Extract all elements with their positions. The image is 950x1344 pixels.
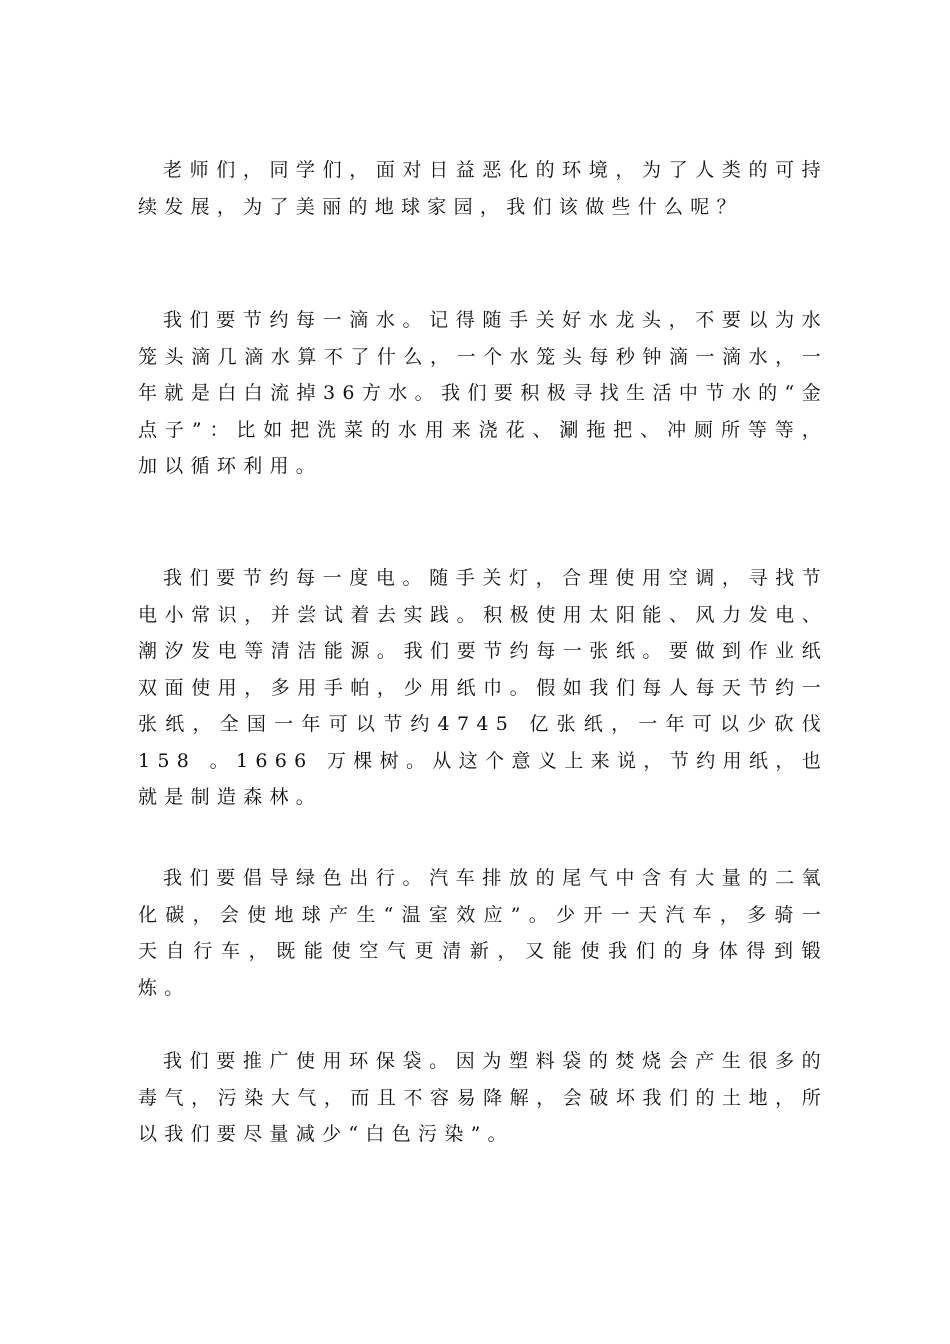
paragraph-save-electricity-paper: 我们要节约每一度电。随手关灯，合理使用空调，寻找节电小常识，并尝试着去实践。积极使用太阳能、风力发电、潮汐发电等清洁能源。我们要节约每一张纸。要做到作业纸双面使用，多用手帕，少用纸巾。假如我们每人每天节约一张纸，全国一年可以节约4745 亿张纸，一年可以少砍伐158 。1666 万棵树。从这个意义上来说，节约用纸，也就是制造森林。	[138, 567, 828, 808]
paragraph-green-travel: 我们要倡导绿色出行。汽车排放的尾气中含有大量的二氧化碳，会使地球产生“温室效应”。少开一天汽车，多骑一天自行车，既能使空气更清新，又能使我们的身体得到锻炼。	[138, 867, 828, 999]
paragraph-eco-bags: 我们要推广使用环保袋。因为塑料袋的焚烧会产生很多的毒气，污染大气，而且不容易降解，会破坏我们的土地，所以我们要尽量减少“白色污染”。	[138, 1050, 828, 1145]
paragraph-save-water: 我们要节约每一滴水。记得随手关好水龙头，不要以为水笼头滴几滴水算不了什么，一个水笼头每秒钟滴一滴水，一年就是白白流掉36方水。我们要积极寻找生活中节水的“金点子”：比如把洗菜的水用来浇花、涮拖把、冲厕所等等，加以循环利用。	[138, 309, 828, 477]
paragraph-intro: 老师们，同学们，面对日益恶化的环境，为了人类的可持续发展，为了美丽的地球家园，我们该做些什么呢？	[138, 159, 828, 218]
